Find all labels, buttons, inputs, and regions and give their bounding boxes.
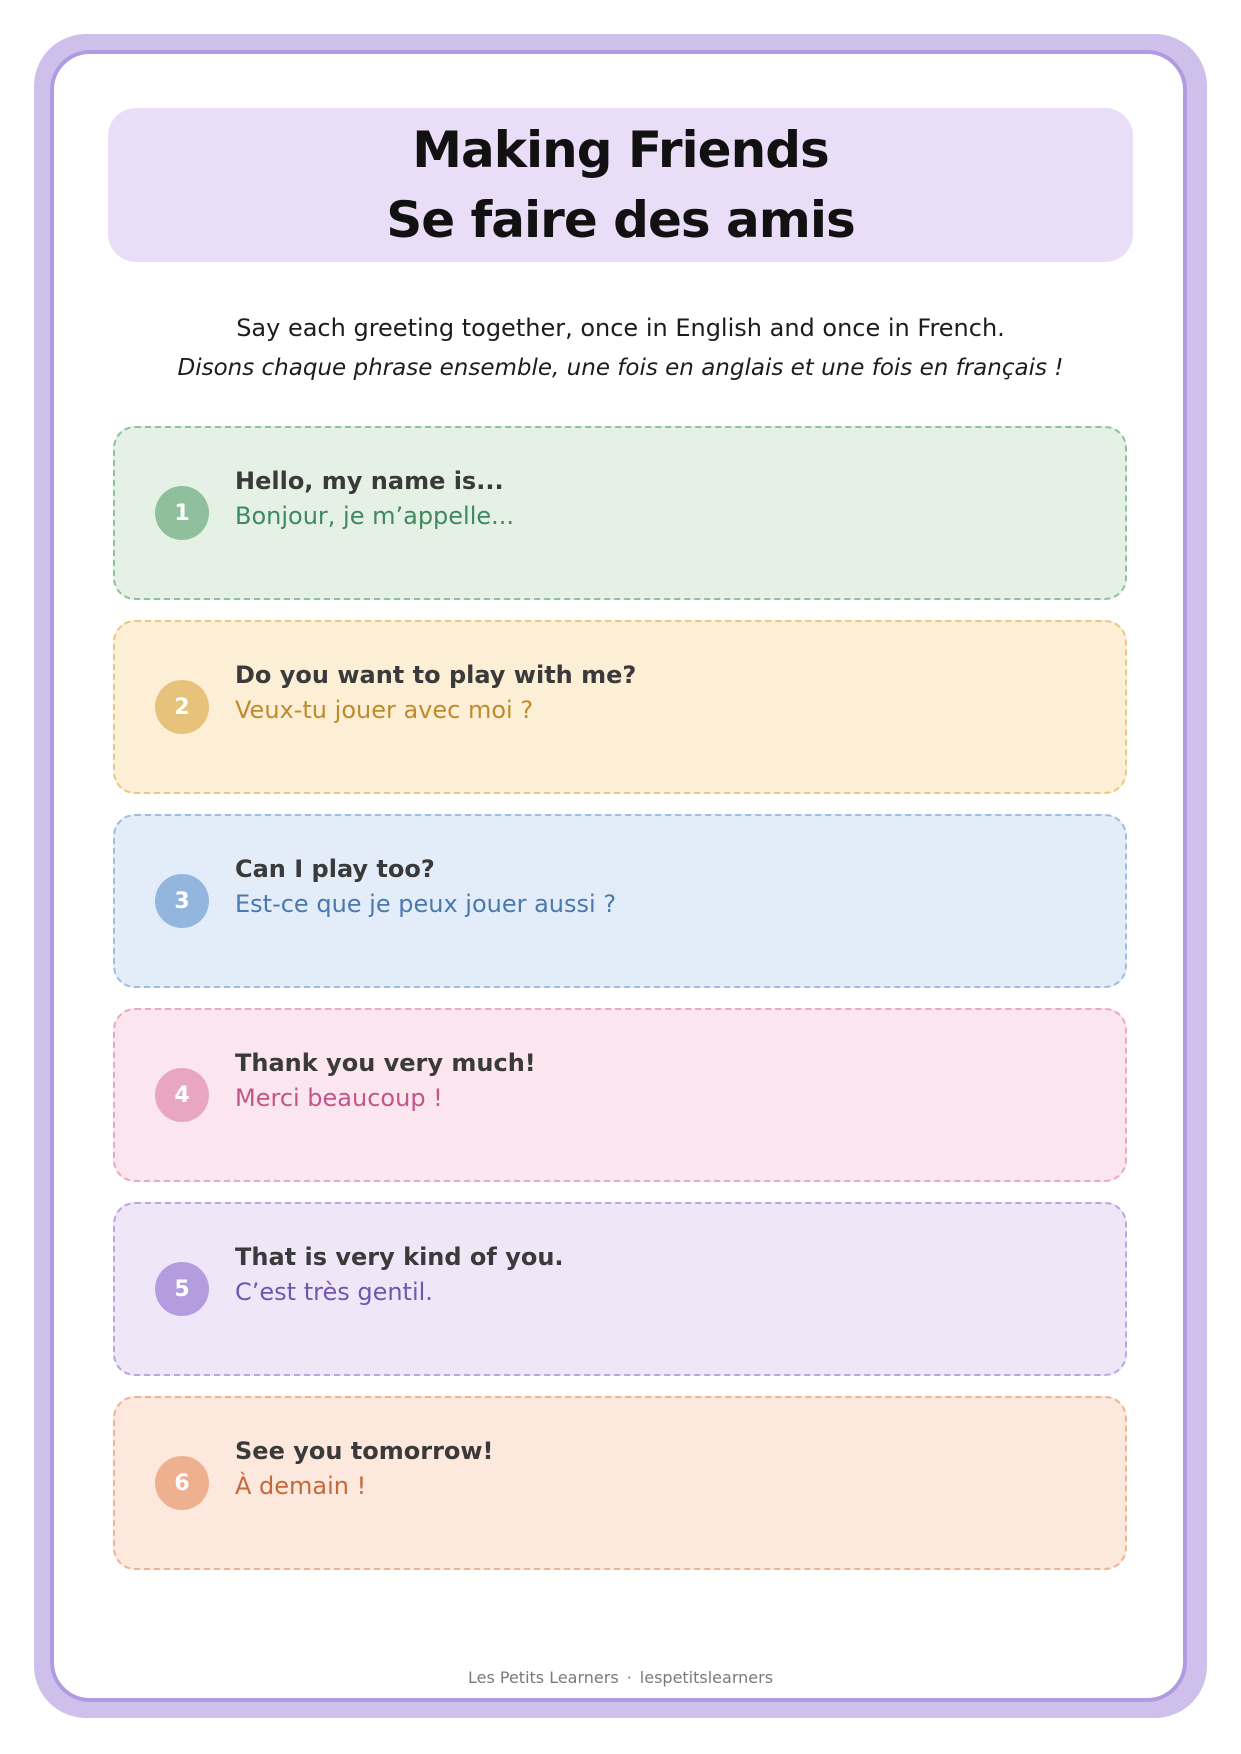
phrase-card-1: [113, 426, 1127, 600]
instructions-french: Disons chaque phrase ensemble, une fois en anglais et une fois en français !: [177, 355, 1064, 381]
title-french: Se faire des amis: [386, 191, 855, 249]
phrase-number-badge: 1: [155, 486, 209, 540]
title-english: Making Friends: [412, 121, 829, 179]
phrase-number-badge: 5: [155, 1262, 209, 1316]
phrase-french: Bonjour, je m’appelle...: [235, 502, 515, 530]
phrase-french: C’est très gentil.: [235, 1278, 433, 1306]
phrase-french: Merci beaucoup !: [235, 1084, 443, 1112]
phrase-list: [113, 426, 1127, 1590]
footer-separator: ·: [626, 1668, 632, 1687]
phrase-card-6: [113, 1396, 1127, 1570]
title-banner: [108, 108, 1133, 262]
phrase-number-badge: 6: [155, 1456, 209, 1510]
phrase-card-2: [113, 620, 1127, 794]
phrase-text: [235, 852, 616, 922]
phrase-english: See you tomorrow!: [235, 1437, 494, 1465]
phrase-number-badge: 4: [155, 1068, 209, 1122]
phrase-number-badge: 3: [155, 874, 209, 928]
phrase-english: Thank you very much!: [235, 1049, 536, 1077]
phrase-number-badge: 2: [155, 680, 209, 734]
phrase-french: Veux-tu jouer avec moi ?: [235, 696, 534, 724]
phrase-french: À demain !: [235, 1472, 367, 1500]
phrase-text: [235, 1240, 564, 1310]
phrase-card-3: [113, 814, 1127, 988]
phrase-card-4: [113, 1008, 1127, 1182]
phrase-text: [235, 658, 636, 728]
phrase-text: [235, 464, 514, 534]
footer-handle: lespetitslearners: [639, 1668, 774, 1687]
footer-brand: Les Petits Learners: [467, 1668, 619, 1687]
phrase-text: [235, 1434, 494, 1504]
instructions-english: Say each greeting together, once in English and once in French.: [236, 314, 1005, 342]
footer: [0, 1668, 1241, 1687]
phrase-french: Est-ce que je peux jouer aussi ?: [235, 890, 617, 918]
phrase-text: [235, 1046, 536, 1116]
phrase-english: Can I play too?: [235, 855, 435, 883]
phrase-card-5: [113, 1202, 1127, 1376]
phrase-english: That is very kind of you.: [235, 1243, 564, 1271]
instructions: [108, 308, 1133, 388]
phrase-english: Hello, my name is...: [235, 467, 504, 495]
phrase-english: Do you want to play with me?: [235, 661, 637, 689]
